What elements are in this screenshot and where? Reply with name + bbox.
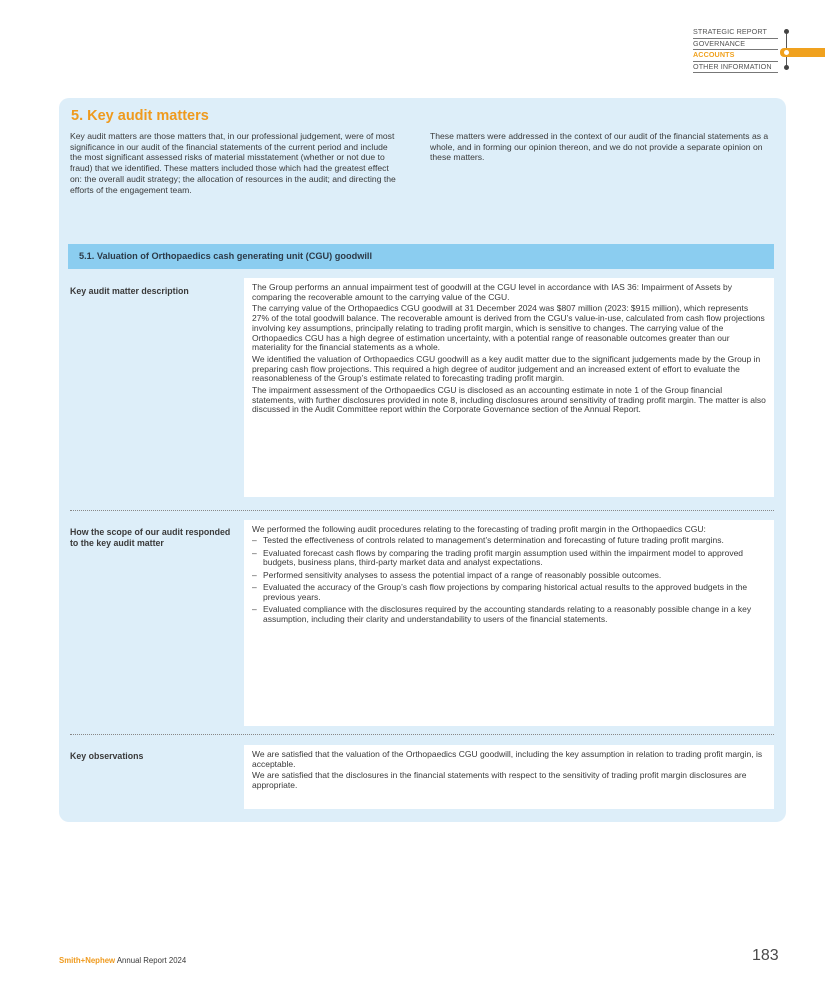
report-title: Annual Report 2024 <box>116 956 187 965</box>
nav-other-information[interactable]: OTHER INFORMATION <box>693 62 778 74</box>
row-divider <box>70 510 774 511</box>
nav-accounts[interactable]: ACCOUNTS <box>693 50 778 62</box>
nav-governance[interactable]: GOVERNANCE <box>693 39 778 51</box>
description-paragraph: The Group performs an annual impairment test of goodwill at the CGU level in accordance with IAS 36: Impairment of Assets by comparing the recoverable amount to the carrying value of the CGU. <box>252 282 733 302</box>
scope-procedure-list <box>252 536 766 624</box>
page-number: 183 <box>752 947 779 964</box>
nav-strategic-report[interactable]: STRATEGIC REPORT <box>693 27 778 39</box>
observations-cell <box>244 745 774 809</box>
list-item: – Performed sensitivity analyses to assess the potential impact of a range of reasonably possible outcomes. <box>252 571 766 581</box>
subsection-heading: 5.1. Valuation of Orthopaedics cash generating unit (CGU) goodwill <box>68 244 774 269</box>
description-paragraph: The carrying value of the Orthopaedics CGU goodwill at 31 December 2024 was $807 million (2023: $915 million), which represents 27% of the total goodwill balance. The recoverable amount is derived from the CGU’s value-in-use, calculated from cash flow projections involving key assumptions, principally relating to trading profit margin, which is sensitive to changes. The carrying value of the Orthopaedics CGU has a high degree of estimation uncertainty, with a potential range of reasonable outcomes greater than our materiality for the financial statements as a whole. <box>252 303 765 353</box>
intro-left: Key audit matters are those matters that, in our professional judgement, were of most significance in our audit of the financial statements of the current period and include the most significant assessed risks of material misstatement (whether or not due to fraud) that we identified. These matters included those which had the greatest effect on: the overall audit strategy; the allocation of resources in the audit; and directing the efforts of the engagement team. <box>70 131 396 195</box>
brand-name: Smith+Nephew <box>59 956 116 965</box>
nav-dot-top <box>784 29 789 34</box>
row-label-scope: How the scope of our audit responded to the key audit matter <box>70 527 231 549</box>
description-cell <box>244 278 774 497</box>
list-item: – Evaluated compliance with the disclosures required by the accounting standards relating to a reasonably possible change in a key assumption, including their clarity and understandability to users of the financial statements. <box>252 605 766 625</box>
section-navigation <box>693 27 825 73</box>
key-audit-matters-panel <box>59 98 786 822</box>
intro-right: These matters were addressed in the context of our audit of the financial statements as a whole, and in forming our opinion thereon, and we do not provide a separate opinion on these matters. <box>430 131 769 163</box>
observation-paragraph: We are satisfied that the valuation of the Orthopaedics CGU goodwill, including the key assumption in relation to trading profit margin, is acceptable. <box>252 749 763 769</box>
description-paragraph: We identified the valuation of Orthopaedics CGU goodwill as a key audit matter due to the significant judgements made by the Group in preparing cash flow projections. This required a high degree of auditor judgement and an increased extent of effort to evaluate the reasonableness of the Group’s estimate related to forecasting trading profit margin. <box>252 353 761 384</box>
row-label-description: Key audit matter description <box>70 286 189 296</box>
nav-active-marker <box>780 48 825 57</box>
list-item: – Evaluated forecast cash flows by comparing the trading profit margin assumption used within the impairment model to approved budgets, business plans, third-party market data and analyst expectations. <box>252 549 766 569</box>
observation-paragraph: We are satisfied that the disclosures in the financial statements with respect to the sensitivity of trading profit margin disclosures are appropriate. <box>252 770 747 790</box>
scope-lead: We performed the following audit procedures relating to the forecasting of trading profit margin in the Orthopaedics CGU: <box>252 524 706 534</box>
section-title: 5. Key audit matters <box>71 108 209 124</box>
footer <box>59 956 186 965</box>
description-paragraph: The impairment assessment of the Orthopaedics CGU is disclosed as an accounting estimate in note 1 of the Group financial statements, with further disclosures provided in note 8, including disclosures around sensitivity of trading profit margin. The matter is also discussed in the Audit Committee report within the Corporate Governance section of the Annual Report. <box>252 384 766 415</box>
scope-cell <box>244 520 774 726</box>
nav-dot-bottom <box>784 65 789 70</box>
list-item: – Tested the effectiveness of controls related to management’s determination and forecasting of future trading profit margins. <box>252 536 766 546</box>
row-label-observations: Key observations <box>70 751 144 761</box>
row-divider <box>70 734 774 735</box>
list-item: – Evaluated the accuracy of the Group’s cash flow projections by comparing historical actual results to the approved budgets in the previous years. <box>252 583 766 603</box>
